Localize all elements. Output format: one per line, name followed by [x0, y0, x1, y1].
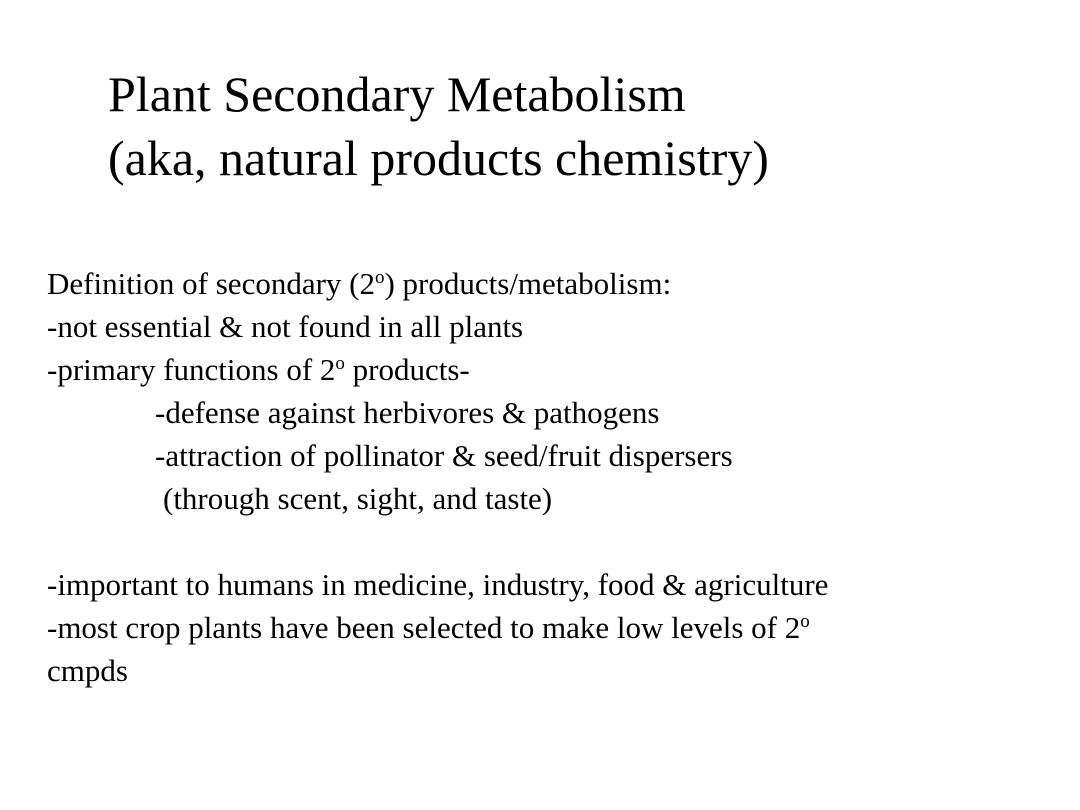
- slide-body: [47, 262, 828, 692]
- title-line-1: Plant Secondary Metabolism: [108, 66, 686, 122]
- degree-superscript: o: [800, 611, 810, 632]
- sub-bullet-attraction: -attraction of pollinator & seed/fruit dispersers: [155, 438, 733, 473]
- sub-bullet-through: (through scent, sight, and taste): [163, 481, 553, 516]
- sub-bullet-defense: -defense against herbivores & pathogens: [155, 395, 660, 430]
- bullet-crop-plants: [47, 606, 828, 649]
- bullet-cmpds: cmpds: [47, 653, 128, 688]
- definition-text-after: ) products/metabolism:: [384, 266, 672, 301]
- degree-superscript: o: [374, 267, 385, 288]
- bullet-primary-functions: [47, 348, 828, 391]
- blank-line: [47, 520, 828, 563]
- primary-functions-text-after: products-: [344, 352, 470, 387]
- bullet-not-essential: -not essential & not found in all plants: [47, 309, 524, 344]
- definition-line: [47, 262, 828, 305]
- primary-functions-text-before: -primary functions of 2: [47, 352, 336, 387]
- degree-superscript: o: [335, 353, 345, 374]
- title-line-2: (aka, natural products chemistry): [108, 130, 769, 186]
- crop-plants-text: -most crop plants have been selected to make low levels of 2: [47, 610, 801, 645]
- bullet-important: -important to humans in medicine, industry, food & agriculture: [47, 567, 829, 602]
- definition-text-before: Definition of secondary (2: [47, 266, 375, 301]
- slide-title: [108, 62, 769, 190]
